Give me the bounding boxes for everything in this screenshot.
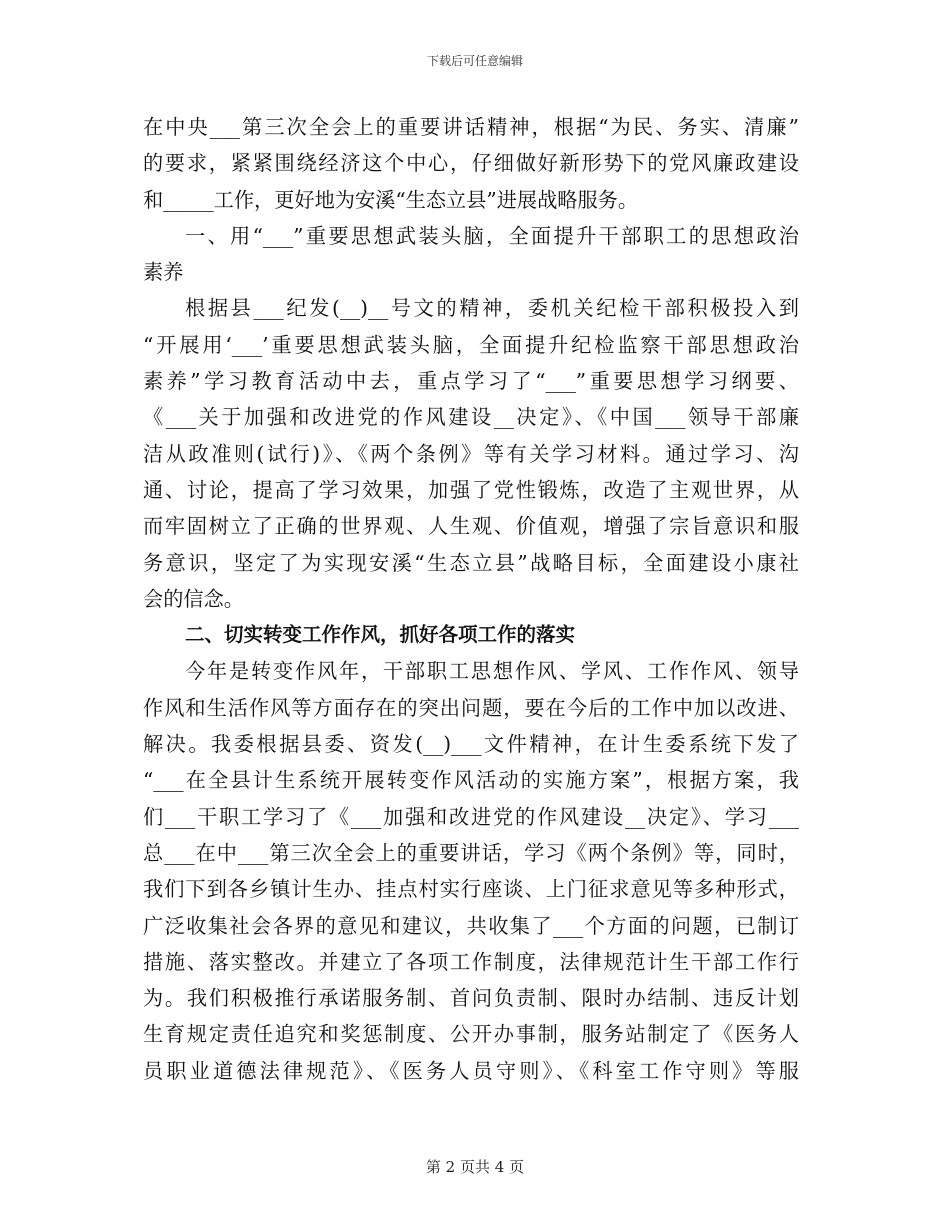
text-line: 务意识，坚定了为实现安溪“生态立县”战略目标，全面建设小康社 bbox=[143, 550, 799, 575]
text-line: 今年是转变作风年，干部职工思想作风、学风、工作作风、领导 bbox=[185, 659, 799, 684]
section-heading-1-cont: 素养 bbox=[143, 260, 184, 285]
text-line: 措施、落实整改。并建立了各项工作制度，法律规范计生干部工作行 bbox=[143, 949, 799, 974]
text-line: 洁从政准则(试行)》、《两个条例》等有关学习材料。通过学习、沟 bbox=[143, 441, 799, 466]
section-heading-1: 一、用“___”重要思想武装头脑，全面提升干部职工的思想政治 bbox=[185, 223, 799, 248]
text-line: “___在全县计生系统开展转变作风活动的实施方案”，根据方案，我 bbox=[143, 768, 799, 793]
text-line: 会的信念。 bbox=[143, 586, 244, 611]
text-line: 通、讨论，提高了学习效果，加强了党性锻炼，改造了主观世界，从 bbox=[143, 477, 799, 502]
section-heading-2: 二、切实转变工作作风，抓好各项工作的落实 bbox=[185, 623, 576, 647]
text-line: 员职业道德法律规范》、《医务人员守则》、《科室工作守则》等服 bbox=[143, 1058, 799, 1083]
text-line: 的要求，紧紧围绕经济这个中心，仔细做好新形势下的党风廉政建设 bbox=[143, 151, 799, 176]
text-line: 为。我们积极推行承诺服务制、首问负责制、限时办结制、违反计划 bbox=[143, 986, 799, 1011]
text-line: 解决。我委根据县委、资发(__)___文件精神，在计生委系统下发了 bbox=[143, 732, 799, 757]
text-line: 总___在中___第三次全会上的重要讲话，学习《两个条例》等，同时， bbox=[143, 840, 799, 865]
document-body bbox=[143, 109, 799, 1089]
text-line: 广泛收集社会各界的意见和建议，共收集了___个方面的问题，已制订 bbox=[143, 913, 799, 938]
page-footer: 第 2 页共 4 页 bbox=[425, 1158, 525, 1176]
page-header: 下载后可任意编辑 bbox=[426, 54, 523, 68]
text-line: 作风和生活作风等方面存在的突出问题，要在今后的工作中加以改进、 bbox=[143, 695, 799, 720]
text-line: 而牢固树立了正确的世界观、人生观、价值观，增强了宗旨意识和服 bbox=[143, 514, 799, 539]
text-line: 《___关于加强和改进党的作风建设__决定》、《中国___领导干部廉 bbox=[143, 405, 799, 430]
text-line: 和_____工作，更好地为安溪“生态立县”进展战略服务。 bbox=[143, 187, 639, 212]
text-line: 我们下到各乡镇计生办、挂点村实行座谈、上门征求意见等多种形式， bbox=[143, 877, 799, 902]
text-line: 们___干职工学习了《___加强和改进党的作风建设__决定》、学习___ bbox=[143, 804, 799, 829]
text-line: 素养”学习教育活动中去，重点学习了“___”重要思想学习纲要、 bbox=[143, 369, 799, 394]
text-line: 根据县___纪发(__)__号文的精神，委机关纪检干部积极投入到 bbox=[185, 296, 799, 321]
text-line: 在中央___第三次全会上的重要讲话精神，根据“为民、务实、清廉” bbox=[143, 115, 799, 139]
text-line: 生育规定责任追究和奖惩制度、公开办事制，服务站制定了《医务人 bbox=[143, 1022, 799, 1047]
text-line: “开展用‘___’重要思想武装头脑，全面提升纪检监察干部思想政治 bbox=[143, 332, 799, 357]
